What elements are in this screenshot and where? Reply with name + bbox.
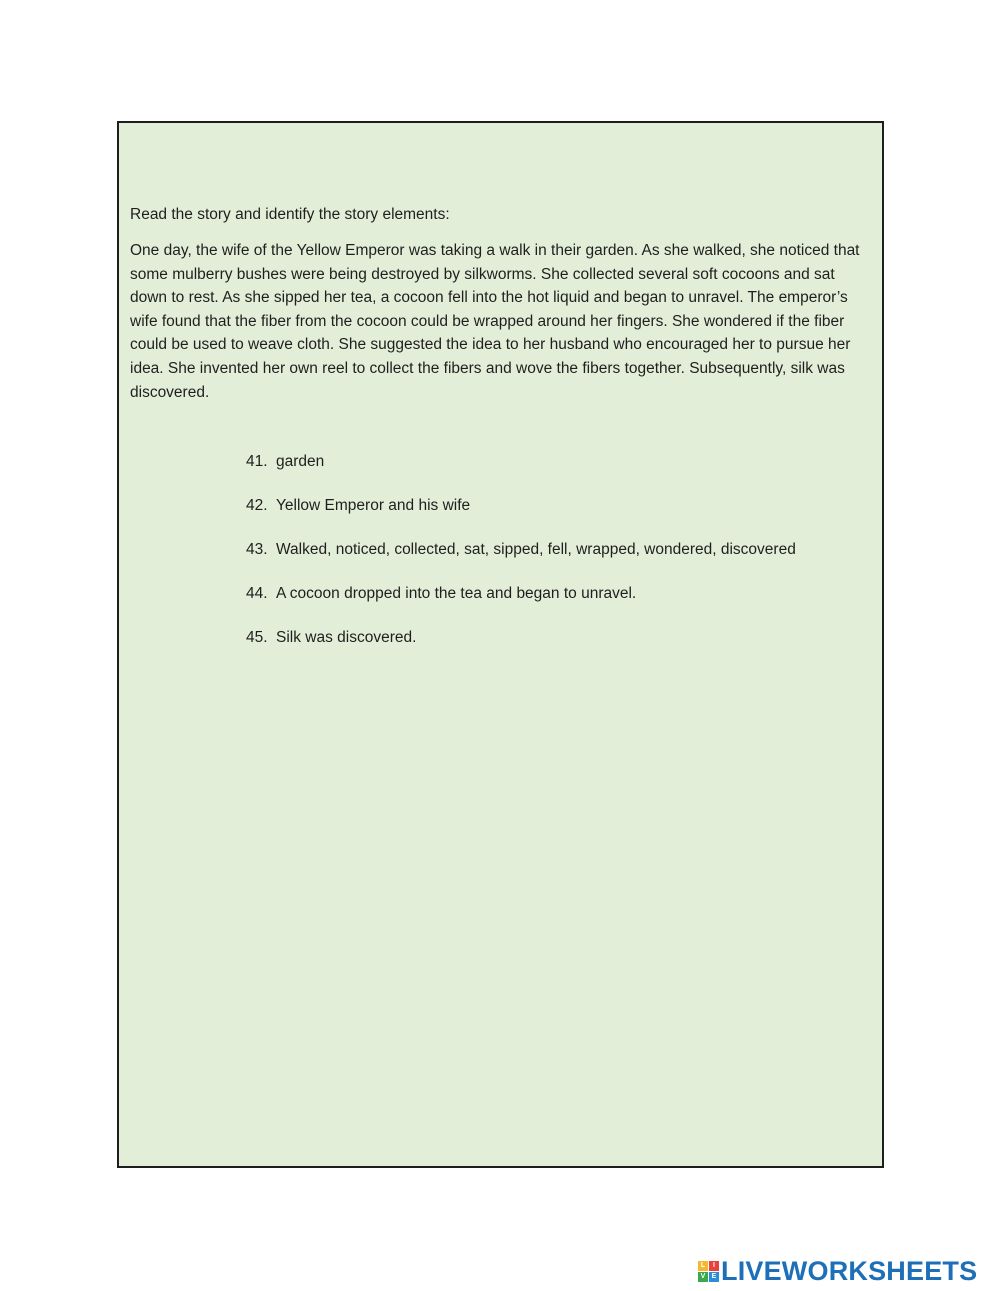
answer-number: 44. — [246, 585, 268, 602]
liveworksheets-logo[interactable] — [698, 1255, 977, 1287]
answer-item-42 — [246, 497, 796, 541]
instructions-text: Read the story and identify the story elements: — [130, 206, 450, 223]
answer-list — [246, 453, 796, 673]
answer-text: garden — [276, 453, 325, 470]
answer-text: Silk was discovered. — [276, 629, 417, 646]
worksheet-box — [117, 121, 884, 1168]
logo-block-e: E — [709, 1272, 719, 1282]
answer-item-41 — [246, 453, 796, 497]
answer-text: A cocoon dropped into the tea and began to unravel. — [276, 585, 637, 602]
answer-number: 42. — [246, 497, 268, 514]
answer-number: 43. — [246, 541, 268, 558]
logo-block-l: L — [698, 1261, 708, 1271]
answer-number: 41. — [246, 453, 268, 470]
logo-block-v: V — [698, 1272, 708, 1282]
answer-number: 45. — [246, 629, 268, 646]
answer-item-43 — [246, 541, 796, 585]
logo-blocks-icon — [698, 1261, 719, 1282]
logo-text: LIVEWORKSHEETS — [721, 1255, 978, 1286]
answer-item-44 — [246, 585, 796, 629]
story-paragraph: One day, the wife of the Yellow Emperor was taking a walk in their garden. As she walked, she noticed that some mulberry bushes were being destroyed by silkworms. She collected several soft cocoons and sat down to rest. As she sipped her tea, a cocoon fell into the hot liquid and began to unravel. The emperor’s wife found that the fiber from the cocoon could be wrapped around her fingers. She wondered if the fiber could be used to weave cloth. She suggested the idea to her husband who encouraged her to pursue her idea. She invented her own reel to collect the fibers and wove the fibers together. Subsequently, silk was discovered. — [130, 242, 860, 401]
answer-text: Yellow Emperor and his wife — [276, 497, 471, 514]
answer-text: Walked, noticed, collected, sat, sipped, fell, wrapped, wondered, discovered — [276, 541, 796, 558]
logo-block-i: I — [709, 1261, 719, 1271]
answer-item-45 — [246, 629, 796, 673]
